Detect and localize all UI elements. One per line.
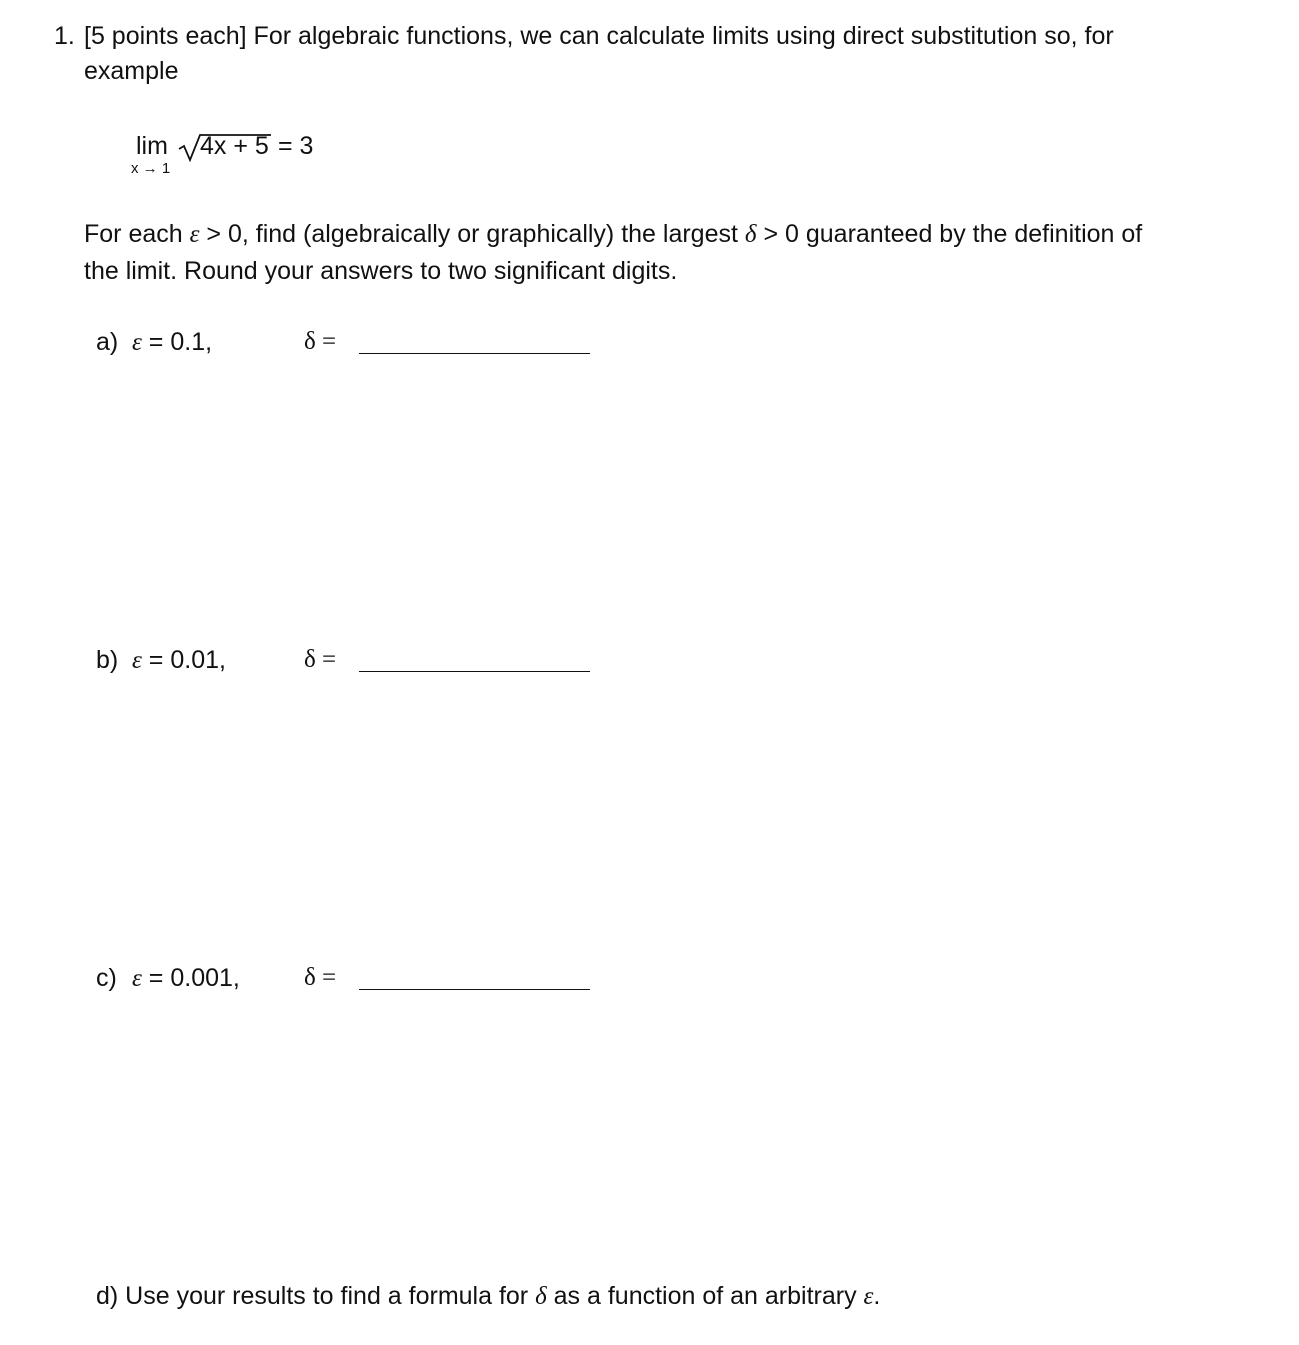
part-b-epsilon (132, 642, 226, 679)
epsilon-symbol: ε (132, 965, 142, 992)
part-b-delta: δ = (304, 646, 337, 673)
part-c-label: c) (96, 964, 117, 992)
part-a-epsilon (132, 324, 212, 361)
part-c-answer-blank[interactable] (359, 989, 590, 990)
part-b-answer-blank[interactable] (359, 671, 590, 672)
part-d-text-c: . (873, 1282, 881, 1310)
epsilon-value: = 0.1, (141, 328, 213, 356)
limit-expression (131, 128, 334, 188)
question-number: 1. (54, 22, 75, 50)
part-c-delta: δ = (304, 964, 337, 991)
epsilon-value: = 0.001, (141, 964, 240, 992)
lim-subscript: x → 1 (131, 160, 171, 177)
instructions-text-c: > 0 guaranteed by the definition of (756, 220, 1143, 248)
epsilon-symbol: ε (132, 647, 142, 674)
lim-word: lim (136, 132, 168, 160)
instructions-line-1 (84, 216, 1142, 253)
epsilon-value: = 0.01, (141, 646, 226, 674)
instructions-line-2: the limit. Round your answers to two significant digits. (84, 257, 678, 285)
limit-result: = 3 (278, 132, 314, 160)
part-a-delta: δ = (304, 328, 337, 355)
delta-symbol: δ (744, 221, 757, 248)
epsilon-symbol: ε (189, 221, 200, 248)
part-d-text-b: as a function of an arbitrary (546, 1282, 864, 1310)
radicand: 4x + 5 (200, 132, 269, 160)
part-a-label: a) (96, 328, 119, 356)
part-d-label: d) (96, 1282, 119, 1310)
part-d (96, 1278, 880, 1315)
instructions-text-a: For each (84, 220, 190, 248)
delta-symbol: δ (535, 1283, 547, 1310)
epsilon-symbol: ε (132, 329, 142, 356)
part-a-answer-blank[interactable] (359, 353, 590, 354)
question-line-2: example (84, 57, 179, 85)
part-d-text-a: Use your results to find a formula for (118, 1282, 536, 1310)
instructions-text-b: > 0, find (algebraically or graphically) the largest (199, 220, 745, 248)
question-line-1: [5 points each] For algebraic functions, we can calculate limits using direct substitution so, for (84, 22, 1114, 50)
part-b-label: b) (96, 646, 119, 674)
epsilon-symbol: ε (863, 1283, 874, 1310)
part-c-epsilon (132, 960, 240, 997)
